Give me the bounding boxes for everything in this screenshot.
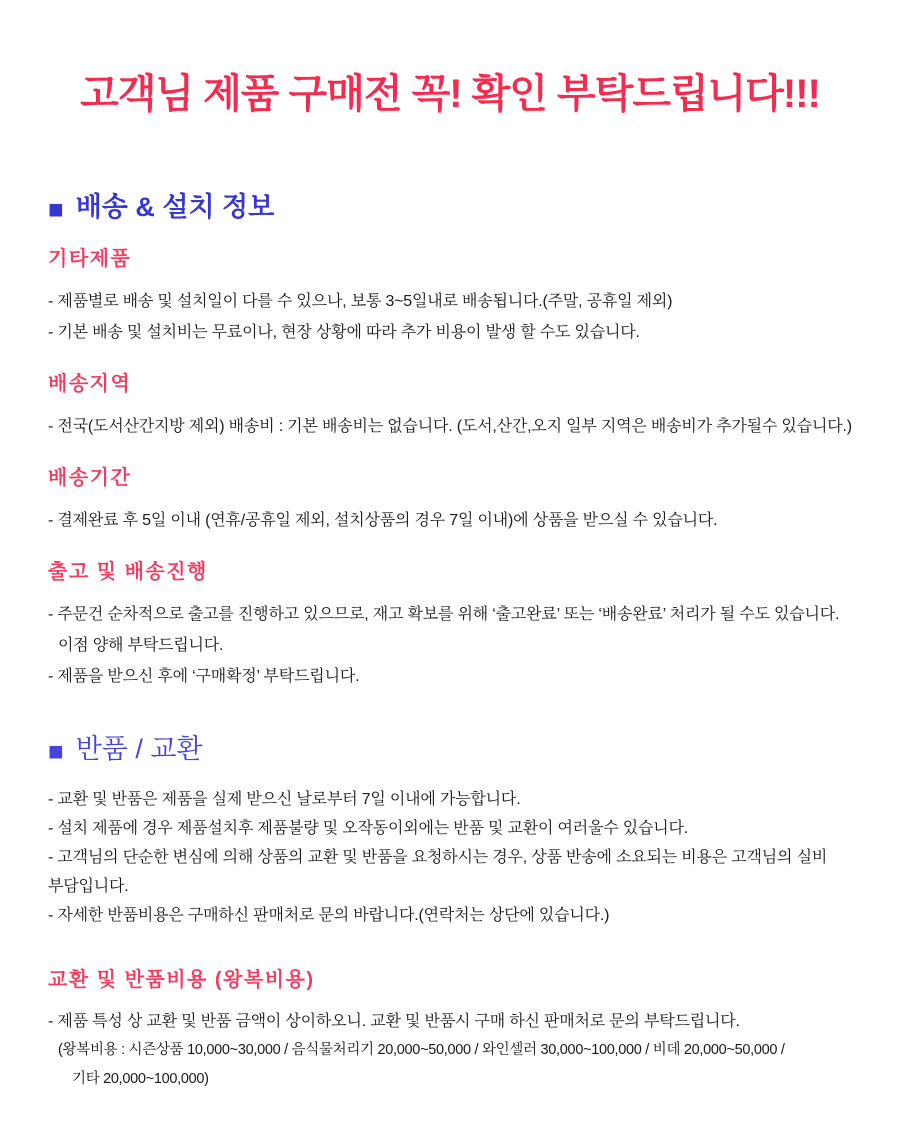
section-heading-delivery-label: 배송 & 설치 정보 bbox=[75, 192, 275, 222]
delivery-period-lines bbox=[48, 505, 880, 536]
return-cost-lines bbox=[48, 1007, 880, 1094]
square-bullet-icon: ■ bbox=[48, 735, 64, 766]
page-title: 고객님 제품 구매전 꼭! 확인 부탁드립니다!!! bbox=[80, 72, 820, 116]
body-line: - 설치 제품에 경우 제품설치후 제품불량 및 오작동이외에는 반품 및 교환이 여러울수 있습니다. bbox=[48, 820, 689, 838]
body-line: - 제품별로 배송 및 설치일이 다를 수 있으나, 보통 3~5일내로 배송됩니다.(주말, 공휴일 제외) bbox=[48, 293, 673, 311]
returns-lines bbox=[48, 785, 880, 930]
notice-page bbox=[0, 70, 900, 1133]
subheading-other-products: 기타제품 bbox=[48, 248, 132, 271]
body-line: - 자세한 반품비용은 구매하신 판매처로 문의 바랍니다.(연락처는 상단에 있습니다.) bbox=[48, 907, 610, 925]
body-line: 이점 양해 부탁드립니다. bbox=[58, 637, 224, 655]
body-line: (왕복비용 : 시즌상품 10,000~30,000 / 음식물처리기 20,000~50,000 / 와인셀러 30,000~100,000 / 비데 20,000~50,000 / bbox=[58, 1042, 785, 1059]
body-line: 부담입니다. bbox=[48, 878, 129, 896]
square-bullet-icon: ■ bbox=[48, 193, 64, 224]
section-heading-returns bbox=[48, 734, 880, 765]
delivery-area-lines bbox=[48, 411, 880, 442]
body-line: - 주문건 순차적으로 출고를 진행하고 있으므로, 재고 확보를 위해 ‘출고완료’ 또는 ‘배송완료’ 처리가 될 수도 있습니다. bbox=[48, 606, 840, 624]
subheading-delivery-area: 배송지역 bbox=[48, 373, 132, 396]
subheading-shipping-progress: 출고 및 배송진행 bbox=[48, 561, 208, 584]
body-line: - 전국(도서산간지방 제외) 배송비 : 기본 배송비는 없습니다. (도서,산간,오지 일부 지역은 배송비가 추가될수 있습니다.) bbox=[48, 418, 852, 436]
body-line: - 제품을 받으신 후에 ‘구매확정’ 부탁드립니다. bbox=[48, 668, 360, 686]
subheading-delivery-period: 배송기간 bbox=[48, 467, 132, 490]
body-line: - 기본 배송 및 설치비는 무료이나, 현장 상황에 따라 추가 비용이 발생 할 수도 있습니다. bbox=[48, 324, 640, 342]
section-heading-delivery bbox=[48, 192, 880, 223]
shipping-progress-lines bbox=[48, 599, 880, 692]
body-line: - 제품 특성 상 교환 및 반품 금액이 상이하오니. 교환 및 반품시 구매 하신 판매처로 문의 부탁드립니다. bbox=[48, 1013, 740, 1031]
body-line: - 결제완료 후 5일 이내 (연휴/공휴일 제외, 설치상품의 경우 7일 이내)에 상품을 받으실 수 있습니다. bbox=[48, 512, 718, 530]
notice-content bbox=[0, 192, 900, 1094]
body-line: - 교환 및 반품은 제품을 실제 받으신 날로부터 7일 이내에 가능합니다. bbox=[48, 791, 521, 809]
subheading-return-cost: 교환 및 반품비용 (왕복비용) bbox=[48, 969, 315, 992]
other-products-lines bbox=[48, 286, 880, 348]
body-line: - 고객님의 단순한 변심에 의해 상품의 교환 및 반품을 요청하시는 경우, 상품 반송에 소요되는 비용은 고객님의 실비 bbox=[48, 849, 828, 867]
body-line: 기타 20,000~100,000) bbox=[72, 1071, 209, 1088]
section-heading-returns-label: 반품 / 교환 bbox=[75, 734, 203, 765]
